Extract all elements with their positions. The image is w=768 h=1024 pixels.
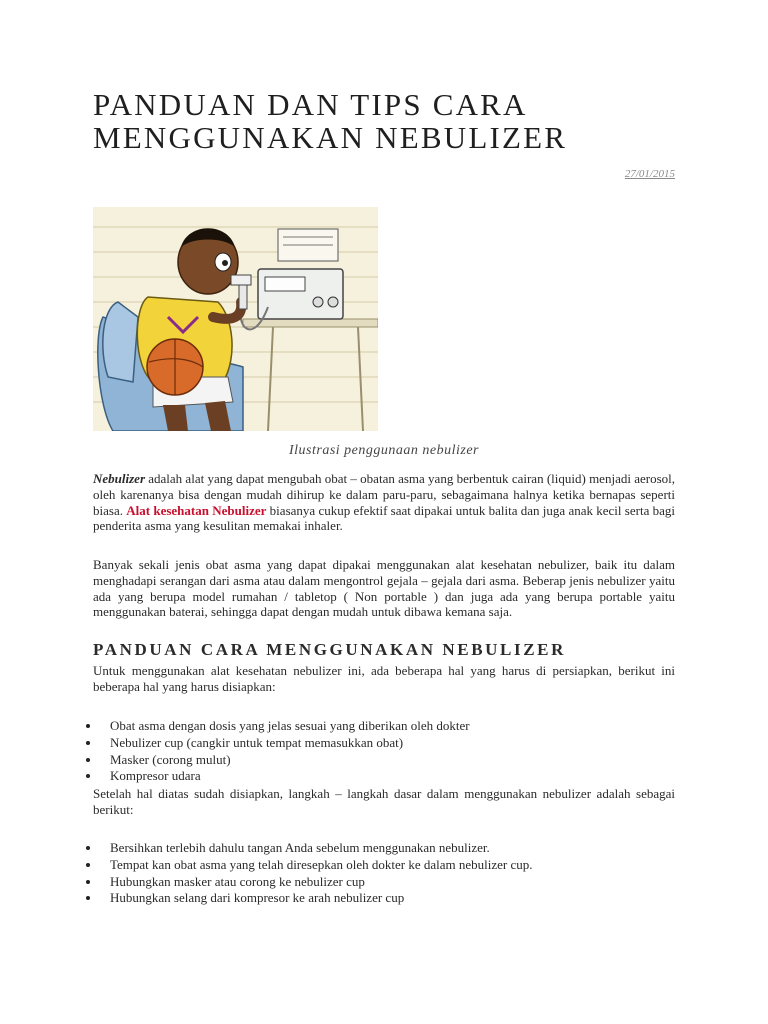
bullet-icon [86, 758, 90, 762]
bullet-icon [86, 741, 90, 745]
bullet-icon [86, 774, 90, 778]
preparation-list [93, 718, 675, 785]
paragraph-text-a: adalah alat yang dapat mengubah obat – obatan asma yang berbentuk cairan (liquid) menjadi aerosol, oleh karenanya bisa dengan mudah dihirup ke dalam paru-paru, sebagaimana halnya ketika bernapas seperti biasa. [93, 471, 675, 518]
preparation-intro: Untuk menggunakan alat kesehatan nebulizer ini, ada beberapa hal yang harus di persiapkan, berikut ini beberapa hal yang harus disiapkan: [93, 663, 675, 694]
bullet-icon [86, 846, 90, 850]
list-item: Tempat kan obat asma yang telah diresepkan oleh dokter ke dalam nebulizer cup. [93, 857, 675, 874]
bullet-icon [86, 724, 90, 728]
paragraph-types: Banyak sekali jenis obat asma yang dapat dipakai menggunakan alat kesehatan nebulizer, baik itu dalam menghadapi serangan dari asma atau dalam mengontrol gejala – gejala dari asma. Beberap jenis nebulizer yaitu ada yang berupa model rumahan / tabletop ( Non portable ) dan juga ada yang berupa portable yaitu menggunakan baterai, sehingga dapat dengan mudah untuk dibawa kemana saja. [93, 557, 675, 620]
list-item: Masker (corong mulut) [93, 752, 675, 769]
list-item: Obat asma dengan dosis yang jelas sesuai yang diberikan oleh dokter [93, 718, 675, 735]
paragraph-text-b: biasanya cukup efektif saat dipakai untuk balita dan juga anak kecil serta bagi penderita asma yang kesulitan memakai inhaler. [93, 502, 675, 534]
page-title: PANDUAN DAN TIPS CARA MENGGUNAKAN NEBULIZER [93, 87, 568, 155]
steps-list [93, 840, 675, 907]
publish-date[interactable]: 27/01/2015 [624, 168, 675, 180]
list-item: Kompresor udara [93, 768, 675, 785]
steps-intro: Setelah hal diatas sudah disiapkan, langkah – langkah dasar dalam menggunakan nebulizer adalah sebagai berikut: [93, 786, 675, 817]
list-item: Bersihkan terlebih dahulu tangan Anda sebelum menggunakan nebulizer. [93, 840, 675, 857]
bullet-icon [86, 880, 90, 884]
image-caption: Ilustrasi penggunaan nebulizer [289, 443, 479, 458]
paragraph-definition [93, 471, 675, 534]
bullet-icon [86, 896, 90, 900]
list-item: Nebulizer cup (cangkir untuk tempat memasukkan obat) [93, 735, 675, 752]
list-item: Hubungkan masker atau corong ke nebulizer cup [93, 874, 675, 891]
nebulizer-illustration [93, 207, 378, 431]
link-alat-kesehatan[interactable]: Alat kesehatan Nebulizer [126, 502, 267, 518]
bullet-icon [86, 863, 90, 867]
section-heading: PANDUAN CARA MENGGUNAKAN NEBULIZER [93, 640, 566, 659]
term-nebulizer: Nebulizer [93, 471, 145, 486]
list-item: Hubungkan selang dari kompresor ke arah nebulizer cup [93, 890, 675, 907]
